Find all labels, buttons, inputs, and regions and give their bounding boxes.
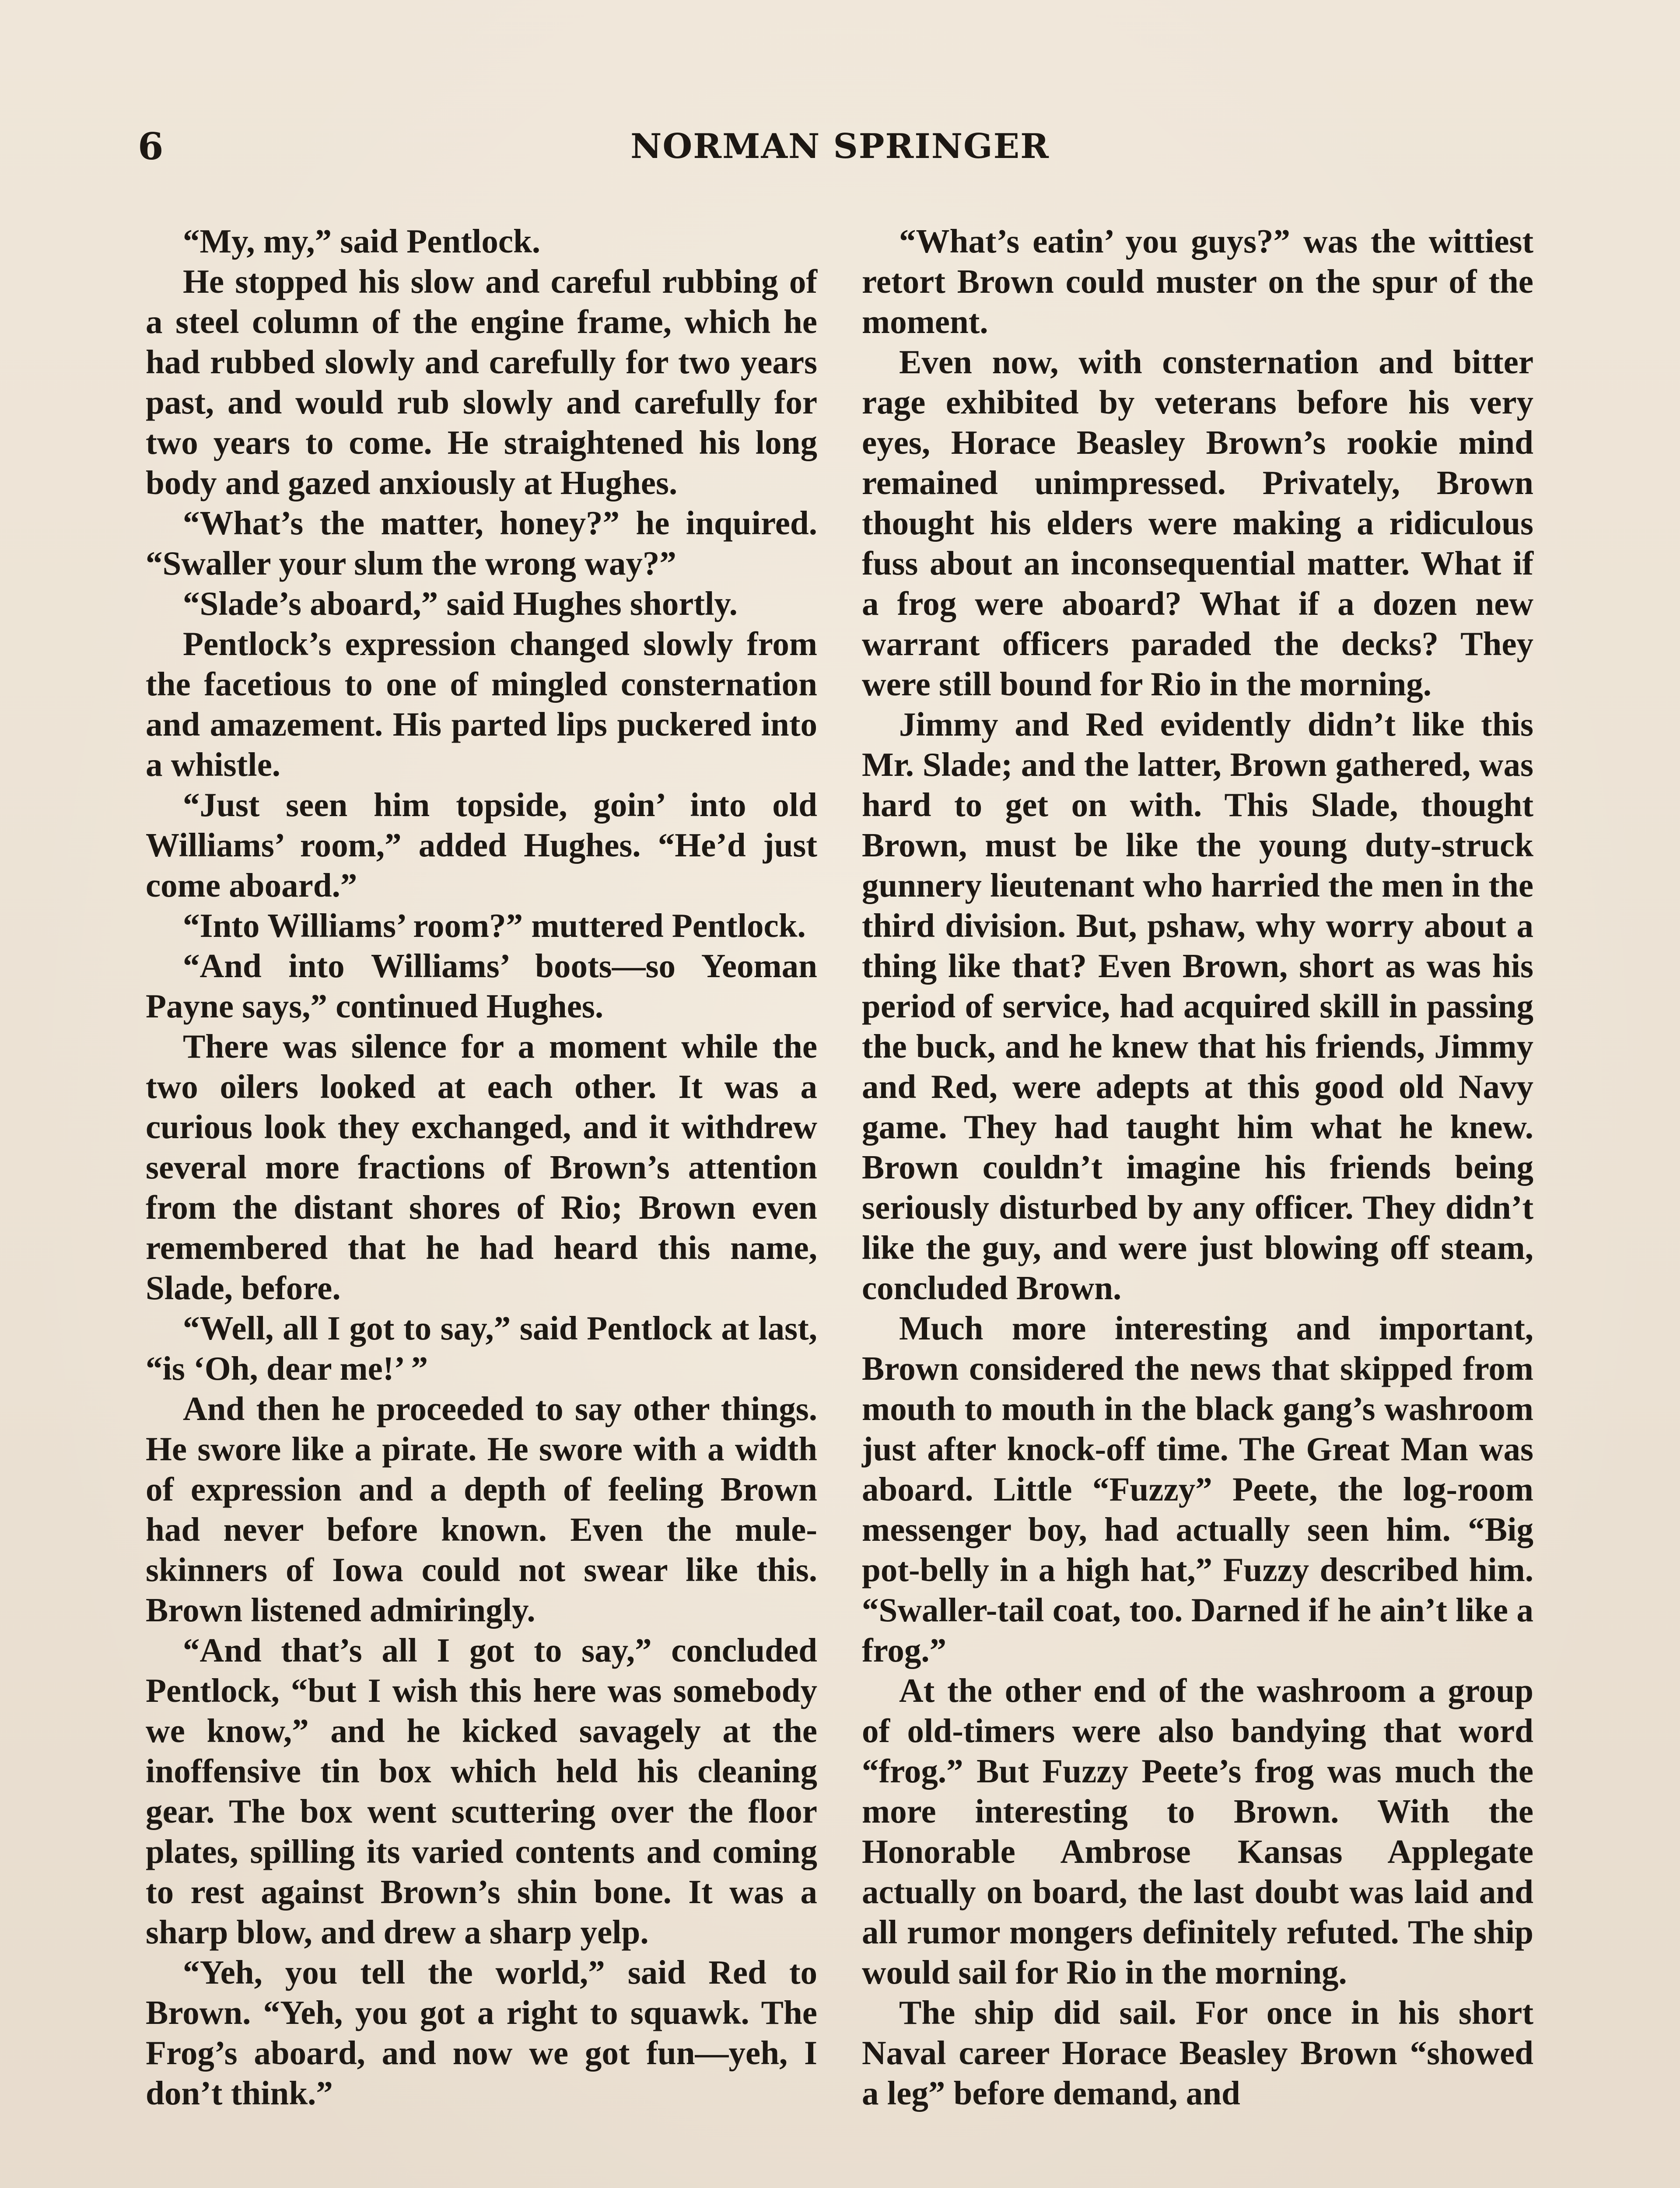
paragraph: “Into Williams’ room?” muttered Pentlock. — [183, 907, 806, 944]
paragraph: He stopped his slow and careful rubbing of a steel column of the engine frame, which he had rubbed slowly and carefully for two years past, and would rub slowly and carefully for two years to come. He straightened his long body and gazed anxiously at Hughes. — [146, 263, 817, 501]
paragraph: There was silence for a moment while the two oilers looked at each other. It was a curious look they exchanged, and it withdrew several more fractions of Brown’s attention from the distant shores of Rio; Brown even remembered that he had heard this name, Slade, before. — [146, 1027, 817, 1307]
paragraph: Pentlock’s expression changed slowly from the facetious to one of mingled consternation and amazement. His parted lips puckered into a whistle. — [146, 625, 817, 783]
running-head: NORMAN SPRINGER — [630, 126, 1050, 166]
paragraph: And then he proceeded to say other things. He swore like a pirate. He swore with a width of expression and a depth of feeling Brown had never before known. Even the mule-skinners of Iowa could not swear like this. Brown listened admiringly. — [146, 1390, 817, 1629]
paragraph: “Slade’s aboard,” said Hughes shortly. — [183, 585, 738, 622]
paragraph: The ship did sail. For once in his short Naval career Horace Beasley Brown “showed a leg” before demand, and — [862, 1994, 1533, 2112]
paragraph: At the other end of the washroom a group of old-timers were also bandying that word “frog.” But Fuzzy Peete’s frog was much the more interesting to Brown. With the Honorable Ambrose Kansas Applegate actually on board, the last doubt was laid and all rumor mongers definitely refuted. The ship would sail for Rio in the morning. — [862, 1672, 1533, 1991]
page-header — [0, 125, 1680, 173]
paragraph: Much more interesting and important, Brown considered the news that skipped from mouth to mouth in the black gang’s washroom just after knock-off time. The Great Man was aboard. Little “Fuzzy” Peete, the log-room messenger boy, had actually seen him. “Big pot-belly in a high hat,” Fuzzy described him. “Swaller-tail coat, too. Darned if he ain’t like a frog.” — [862, 1309, 1533, 1669]
paragraph: “Yeh, you tell the world,” said Red to Brown. “Yeh, you got a right to squawk. The Frog’s aboard, and now we got fun—yeh, I don’t think.” — [146, 1953, 817, 2112]
right-column — [862, 221, 1533, 2113]
paragraph: Jimmy and Red evidently didn’t like this Mr. Slade; and the latter, Brown gathered, was hard to get on with. This Slade, thought Brown, must be like the young duty-struck gunnery lieutenant who harried the men in the third division. But, pshaw, why worry about a thing like that? Even Brown, short as was his period of service, had acquired skill in passing the buck, and he knew that his friends, Jimmy and Red, were adepts at this good old Navy game. They had taught him what he knew. Brown couldn’t imagine his friends being seriously disturbed by any officer. They didn’t like the guy, and were just blowing off steam, concluded Brown. — [862, 705, 1533, 1307]
paragraph: “What’s the matter, honey?” he inquired. “Swaller your slum the wrong way?” — [146, 504, 817, 582]
left-column — [146, 221, 817, 2113]
paragraph: Even now, with consternation and bitter rage exhibited by veterans before his very eyes, Horace Beasley Brown’s rookie mind remained unimpressed. Privately, Brown thought his elders were making a ridiculous fuss about an inconsequential matter. What if a frog were aboard? What if a dozen new warrant officers paraded the decks? They were still bound for Rio in the morning. — [862, 343, 1533, 703]
paragraph: “Just seen him topside, goin’ into old Williams’ room,” added Hughes. “He’d just come aboard.” — [146, 786, 817, 904]
paragraph: “Well, all I got to say,” said Pentlock at last, “is ‘Oh, dear me!’ ” — [146, 1309, 817, 1387]
paragraph: “What’s eatin’ you guys?” was the wittiest retort Brown could muster on the spur of the moment. — [862, 222, 1533, 340]
paragraph: “My, my,” said Pentlock. — [183, 222, 541, 260]
paragraph: “And that’s all I got to say,” concluded Pentlock, “but I wish this here was somebody we know,” and he kicked savagely at the inoffensive tin box which held his cleaning gear. The box went scuttering over the floor plates, spilling its varied contents and coming to rest against Brown’s shin bone. It was a sharp blow, and drew a sharp yelp. — [146, 1631, 817, 1951]
paragraph: “And into Williams’ boots—so Yeoman Payne says,” continued Hughes. — [146, 947, 817, 1025]
page-number: 6 — [138, 125, 164, 168]
